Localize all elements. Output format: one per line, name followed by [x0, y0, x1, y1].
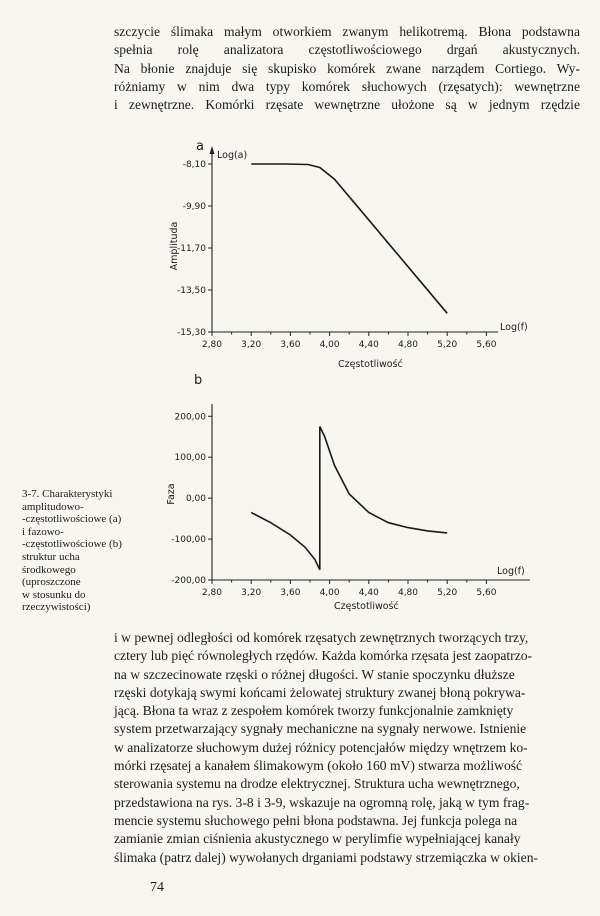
text-line: szczycie ślimaka małym otworkiem zwanym helikotremą. Błona podstawna	[114, 24, 580, 39]
y-tick-label: -200,00	[171, 576, 206, 586]
x-tick-label: 3,20	[241, 588, 262, 598]
chart-a-x-right-label: Log(f)	[500, 322, 528, 333]
text-line: i w pewnej odległości od komórek rzęsatych zewnętrznych tworzących trzy,	[114, 630, 529, 645]
chart-a-series-line	[251, 164, 447, 313]
chart-b	[166, 404, 530, 612]
chart-b-series-segment-2	[320, 427, 447, 533]
x-tick-label: 2,80	[201, 340, 223, 350]
caption-line: 3-7. Charakterystyki	[22, 488, 113, 500]
text-line: spełnia rolę analizatora częstotliwościowego drgań akustycznych.	[114, 42, 580, 58]
caption-line: amplitudowo-	[22, 500, 84, 513]
x-tick-label: 2,80	[201, 588, 223, 598]
y-tick-label: -11,70	[176, 244, 206, 254]
x-tick-label: 4,80	[397, 340, 419, 350]
caption-line: -częstotliwościowe (b)	[22, 538, 122, 551]
x-tick-label: 5,20	[437, 340, 458, 350]
chart-b-y-title: Faza	[166, 483, 177, 505]
text-line: mórki rzęsatej a kanałem ślimakowym (około 160 mV) stwarza możliwość	[114, 758, 523, 774]
panel-b-label: b	[194, 373, 203, 388]
text-line: system przetwarzający sygnały mechaniczne na sygnały nerwowe. Istnienie	[114, 721, 527, 737]
x-tick-label: 4,80	[397, 588, 419, 598]
caption-line: (uproszczone	[22, 576, 81, 589]
chart-a-y-top-label: Log(a)	[217, 150, 248, 161]
x-tick-label: 4,40	[358, 340, 379, 350]
text-line: na w szczecinowate rzęski o różnej długości. W stanie spoczynku dłuższe	[114, 666, 515, 682]
text-line: rzęski dotykają swymi końcami żelowatej struktury zwanej błoną pokrywa-	[114, 684, 526, 700]
caption-line: -częstotliwościowe (a)	[22, 513, 122, 526]
text-line: cztery lub pięć równoległych rzędów. Każda komórka rzęsata jest zaopatrzo-	[114, 648, 533, 664]
figure-caption	[22, 488, 152, 614]
text-line: różniamy w nim dwa typy komórek słuchowych (rzęsatych): wewnętrzne	[114, 78, 580, 94]
x-tick-label: 4,00	[319, 340, 340, 350]
chart-b-x-title: Częstotliwość	[334, 601, 399, 612]
text-line: w analizatorze słuchowym dużej różnicy potencjałów między wnętrzem ko-	[114, 739, 528, 755]
x-tick-label: 5,20	[437, 588, 458, 598]
y-tick-label: 0,00	[185, 494, 206, 505]
caption-line: struktur ucha	[22, 550, 80, 563]
y-tick-label: -15,30	[176, 328, 206, 338]
x-tick-label: 3,60	[280, 588, 301, 598]
text-line: ślimaka (patrz dalej) wywołanych drganiami podstawy strzemiączka w okien-	[114, 849, 539, 865]
caption-line: rzeczywistości)	[22, 601, 91, 614]
chart-a-x-title: Częstotliwość	[338, 359, 403, 370]
chart-b-x-right-label: Log(f)	[497, 566, 525, 577]
chart-a	[169, 146, 528, 370]
y-tick-label: 200,00	[174, 412, 206, 423]
text-line: jącą. Błona ta wraz z zespołem komórek tworzy funkcjonalnie zamknięty	[114, 703, 514, 719]
caption-line: środkowego	[22, 563, 76, 576]
text-line: Na błonie znajduje się skupisko komórek zwane narządem Cortiego. Wy-	[114, 60, 580, 76]
caption-line: i fazowo-	[22, 525, 64, 538]
text-line: przedstawiona na rys. 3-8 i 3-9, wskazuje na ogromną rolę, jaką w tym frag-	[114, 794, 530, 810]
y-tick-label: -100,00	[171, 535, 206, 546]
y-tick-label: -13,50	[176, 286, 206, 296]
x-tick-label: 4,40	[358, 588, 379, 598]
x-tick-label: 4,00	[319, 588, 340, 598]
y-tick-label: 100,00	[174, 453, 206, 464]
chart-a-y-arrow	[210, 146, 215, 154]
chart-a-y-title: Amplituda	[169, 221, 180, 271]
caption-line: w stosunku do	[22, 588, 86, 601]
paragraph-bottom	[114, 629, 580, 867]
x-tick-label: 3,60	[280, 340, 301, 350]
page-number: 74	[150, 880, 164, 895]
text-line: i zewnętrzne. Komórki rzęsate wewnętrzne ułożone są w jednym rzędzie	[114, 97, 580, 113]
text-line: zamianie zmian ciśnienia akustycznego w perylimfie wypełniającej kanały	[114, 831, 521, 847]
x-tick-label: 5,60	[476, 588, 497, 598]
chart-b-series-segment-1	[251, 513, 320, 570]
text-line: mencie systemu słuchowego pełni błona podstawna. Jej funkcja polega na	[114, 812, 518, 828]
y-tick-label: -9,90	[182, 202, 206, 212]
text-line: sterowania systemu na drodze elektrycznej. Struktura ucha wewnętrznego,	[114, 776, 520, 792]
x-tick-label: 3,20	[241, 340, 262, 350]
y-tick-label: -8,10	[182, 160, 206, 170]
panel-a-label: a	[196, 139, 204, 154]
x-tick-label: 5,60	[476, 340, 497, 350]
